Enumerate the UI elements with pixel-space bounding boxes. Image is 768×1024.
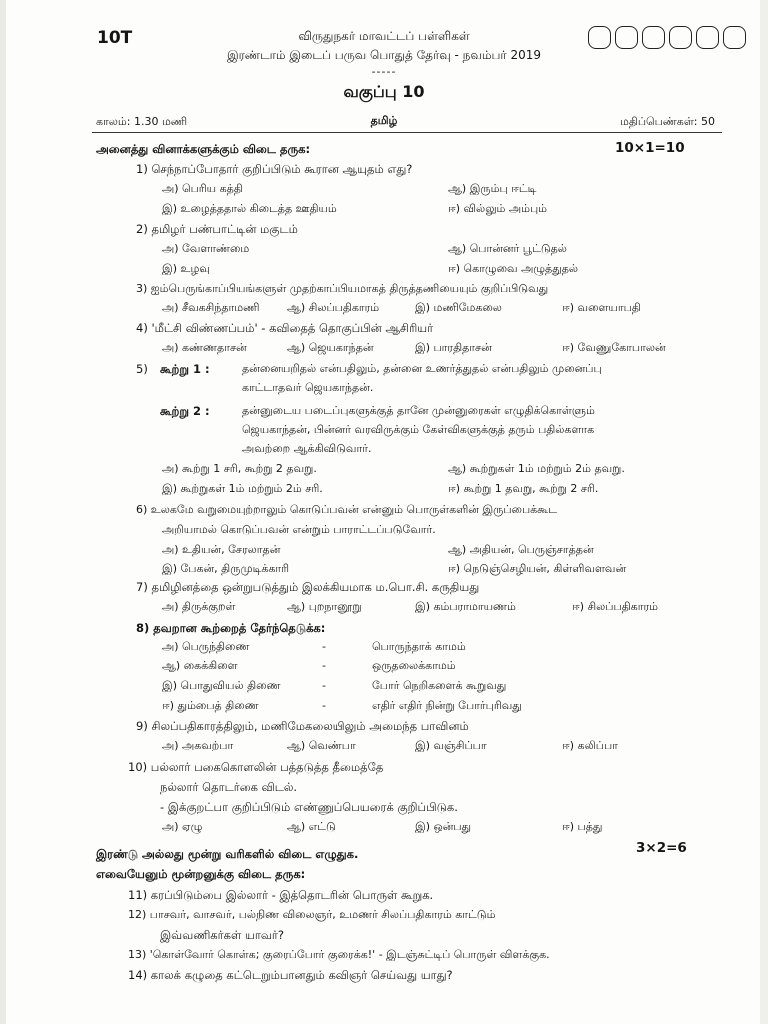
question-6-line-2: அறியாமல் கொடுப்பவன் என்றும் பாராட்டப்படுவோர். xyxy=(162,523,436,536)
q7-option-b: ஆ) புறநானூறு xyxy=(287,600,362,613)
q8-row-a-right: பொருந்தாக் காமம் xyxy=(372,640,466,653)
section1-title: அனைத்து வினாக்களுக்கும் விடை தருக: xyxy=(96,142,311,156)
question-10-line-1: 10) பல்லார் பகைகொளலின் பத்தடுத்த தீமைத்தே xyxy=(128,760,384,774)
q4-option-a: அ) கண்ணதாசன் xyxy=(162,341,247,354)
statement-2-line-2: ஜெயகாந்தன், பின்னர் வரவிருக்கும் கேள்விகளுக்குத் தரும் பதில்களாக xyxy=(242,423,595,436)
q2-option-c: இ) உழவு xyxy=(162,262,210,275)
roll-box xyxy=(723,26,746,49)
roll-number-boxes xyxy=(588,26,746,49)
q10-option-b: ஆ) எட்டு xyxy=(287,820,336,833)
q6-option-b: ஆ) அதியன், பெருஞ்சாத்தன் xyxy=(448,543,594,556)
question-4: 4) 'மீட்சி விண்ணப்பம்' - கவிதைத் தொகுப்பின் ஆசிரியர் xyxy=(136,321,434,335)
q6-option-a: அ) உதியன், சேரலாதன் xyxy=(162,543,281,556)
question-12-line-2: இவ்வணிகர்கள் யாவர்? xyxy=(160,928,285,942)
q3-option-c: இ) மணிமேகலை xyxy=(415,301,502,314)
q4-option-d: ஈ) வேணுகோபாலன் xyxy=(562,341,666,354)
question-14: 14) காலக் கழுதை கட்டெறும்பானதும் கவிஞர் செய்வது யாது? xyxy=(128,968,453,982)
question-6-line-1: 6) உலகமே வறுமையுற்றாலும் கொடுப்பவன் என்னும் பொருள்களின் இருப்பைக்கூட xyxy=(136,503,557,516)
exam-heading: இரண்டாம் இடைப் பருவ பொதுத் தேர்வு - நவம்பர் 2019 xyxy=(226,48,542,62)
statement-2-label: கூற்று 2 : xyxy=(160,404,210,418)
question-12-line-1: 12) பாசவர், வாசவர், பல்நிண விலைஞர், உமணர் சிலப்பதிகாரம் காட்டும் xyxy=(128,908,496,921)
q10-option-c: இ) ஒன்பது xyxy=(415,820,472,833)
q8-dash: - xyxy=(322,679,326,692)
subject-name: தமிழ் xyxy=(370,114,398,127)
statement-1-line-1: தன்னையறிதல் என்பதிலும், தன்னை உணர்த்துதல் என்பதிலும் முனைப்பு xyxy=(242,362,602,375)
time-allowed: காலம்: 1.30 மணி xyxy=(96,115,188,128)
total-marks: மதிப்பெண்கள்: 50 xyxy=(620,115,715,128)
q1-option-d: ஈ) வில்லும் அம்பும் xyxy=(448,202,547,215)
q1-option-c: இ) உழைத்ததால் கிடைத்த ஊதியம் xyxy=(162,202,337,215)
q7-option-a: அ) திருக்குறள் xyxy=(162,600,236,613)
q4-option-b: ஆ) ஜெயகாந்தன் xyxy=(287,341,374,354)
question-13: 13) 'கொள்வோர் கொள்க; குரைப்போர் குரைக்க!' - இடஞ்சுட்டிப் பொருள் விளக்குக. xyxy=(128,948,550,961)
q9-option-d: ஈ) கலிப்பா xyxy=(562,739,618,752)
q6-option-c: இ) பேகன், திருமுடிக்காரி xyxy=(162,562,290,575)
q5-option-d: ஈ) கூற்று 1 தவறு, கூற்று 2 சரி. xyxy=(448,482,599,495)
q3-option-a: அ) சீவகசிந்தாமணி xyxy=(162,301,260,314)
q7-option-c: இ) கம்பராமாயணம் xyxy=(415,600,516,613)
q7-option-d: ஈ) சிலப்பதிகாரம் xyxy=(572,600,658,613)
scan-left-edge xyxy=(0,0,6,1024)
q10-option-a: அ) ஏழு xyxy=(162,820,203,833)
roll-box xyxy=(642,26,665,49)
question-7: 7) தமிழினத்தை ஒன்றுபடுத்தும் இலக்கியமாக ம.பொ.சி. கருதியது xyxy=(136,580,480,594)
roll-box xyxy=(669,26,692,49)
q4-option-c: இ) பாரதிதாசன் xyxy=(415,341,492,354)
statement-2-line-1: தன்னுடைய படைப்புகளுக்குத் தானே முன்னுரைகள் எழுதிக்கொள்ளும் xyxy=(242,404,595,417)
q6-option-d: ஈ) நெடுஞ்செழியன், கிள்ளிவளவன் xyxy=(448,562,627,575)
header-rule xyxy=(92,132,722,133)
question-8: 8) தவறான கூற்றைத் தேர்ந்தெடுக்க: xyxy=(136,621,326,635)
question-10-line-3: - இக்குறட்பா குறிப்பிடும் எண்ணுப்பெயரைக் குறிப்பிடுக. xyxy=(160,800,458,814)
section1-marks: 10×1=10 xyxy=(615,140,685,156)
question-3: 3) ஐம்பெருங்காப்பியங்களுள் முதற்காப்பியமாகத் திருத்தணியையும் குறிப்பிடுவது xyxy=(136,282,549,295)
section2-title: இரண்டு அல்லது மூன்று வரிகளில் விடை எழுதுக. xyxy=(96,847,359,861)
q3-option-b: ஆ) சிலப்பதிகாரம் xyxy=(287,301,380,314)
question-1: 1) செந்நாப்போதார் குறிப்பிடும் கூரான ஆயுதம் எது? xyxy=(136,162,413,176)
header-dashes: ----- xyxy=(371,65,397,78)
q10-option-d: ஈ) பத்து xyxy=(562,820,603,833)
q5-option-a: அ) கூற்று 1 சரி, கூற்று 2 தவறு. xyxy=(162,462,317,475)
q2-option-d: ஈ) கொழுவை அழுத்துதல் xyxy=(448,262,579,275)
roll-box xyxy=(696,26,719,49)
q8-row-c-left: இ) பொதுவியல் திணை xyxy=(162,679,281,692)
q8-dash: - xyxy=(322,659,326,672)
q9-option-c: இ) வஞ்சிப்பா xyxy=(415,739,487,752)
section2-marks: 3×2=6 xyxy=(636,840,687,856)
q3-option-d: ஈ) வளையாபதி xyxy=(562,301,641,314)
scan-right-edge xyxy=(760,0,768,1024)
question-5-number: 5) xyxy=(136,362,148,376)
q8-row-b-right: ஒருதலைக்காமம் xyxy=(372,659,456,672)
statement-2-line-3: அவற்றை ஆக்கிவிடுவார். xyxy=(242,442,372,455)
roll-box xyxy=(588,26,611,49)
roll-box xyxy=(615,26,638,49)
q9-option-a: அ) அகவற்பா xyxy=(162,739,234,752)
q8-row-d-right: எதிர் எதிர் நின்று போர்புரிவது xyxy=(372,699,522,712)
statement-1-line-2: காட்டாதவர் ஜெயகாந்தன். xyxy=(242,381,374,394)
district-heading: விருதுநகர் மாவட்டப் பள்ளிகள் xyxy=(298,29,470,43)
q2-option-a: அ) வேளாண்மை xyxy=(162,242,250,255)
q1-option-b: ஆ) இரும்பு ஈட்டி xyxy=(448,182,537,195)
paper-code: 10T xyxy=(97,28,133,48)
q1-option-a: அ) பெரிய கத்தி xyxy=(162,182,243,195)
q5-option-b: ஆ) கூற்றுகள் 1ம் மற்றும் 2ம் தவறு. xyxy=(448,462,625,475)
q2-option-b: ஆ) பொன்னர் பூட்டுதல் xyxy=(448,242,567,255)
q8-dash: - xyxy=(322,699,326,712)
q8-row-a-left: அ) பெருந்திணை xyxy=(162,640,250,653)
class-heading: வகுப்பு 10 xyxy=(343,82,425,101)
question-10-line-2: நல்லார் தொடர்கை விடல். xyxy=(160,780,298,794)
q8-dash: - xyxy=(322,640,326,653)
question-2: 2) தமிழர் பண்பாட்டின் மகுடம் xyxy=(136,222,298,236)
q5-option-c: இ) கூற்றுகள் 1ம் மற்றும் 2ம் சரி. xyxy=(162,482,323,495)
section2-instruction: எவையேனும் மூன்றனுக்கு விடை தருக: xyxy=(96,867,306,881)
q9-option-b: ஆ) வெண்பா xyxy=(287,739,356,752)
q8-row-d-left: ஈ) தும்பைத் திணை xyxy=(162,699,259,712)
question-11: 11) கரப்பிடும்பை இல்லார் - இத்தொடரின் பொருள் கூறுக. xyxy=(128,888,434,902)
q8-row-b-left: ஆ) கைக்கிளை xyxy=(162,659,238,672)
question-9: 9) சிலப்பதிகாரத்திலும், மணிமேகலையிலும் அமைந்த பாவினம் xyxy=(136,719,469,733)
q8-row-c-right: போர் நெறிகளைக் கூறுவது xyxy=(372,679,507,692)
statement-1-label: கூற்று 1 : xyxy=(160,362,210,376)
